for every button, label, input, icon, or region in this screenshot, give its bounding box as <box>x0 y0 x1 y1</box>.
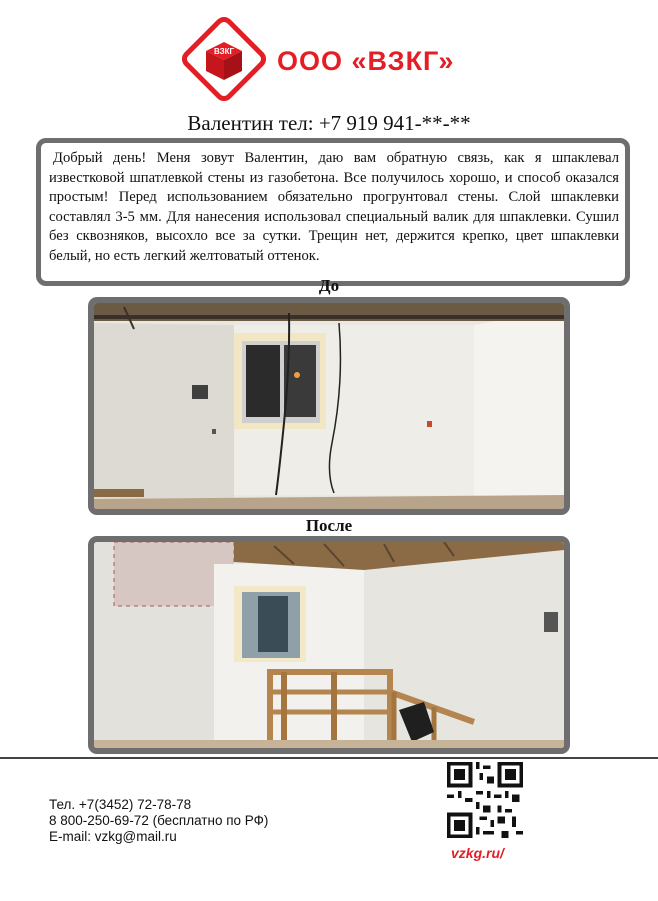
footer-email[interactable]: E-mail: vzkg@mail.ru <box>49 829 177 844</box>
contact-line: Валентин тел: +7 919 941-**-** <box>187 111 471 135</box>
after-photo <box>88 536 570 754</box>
footer-phone-2: 8 800-250-69-72 (бесплатно по РФ) <box>49 813 269 828</box>
footer-contacts <box>49 797 268 845</box>
company-logo <box>181 16 267 102</box>
qr-code-icon[interactable] <box>443 762 527 838</box>
website-link[interactable]: vzkg.ru/ <box>451 845 504 861</box>
review-text: Добрый день! Меня зовут Валентин, даю вам обратную связь, как я шпаклевал известковой шпатлевкой стены из газобетона. Все получилось хорошо, и способ оказался простым! Перед использованием обязательно прогрунтовал стены. Слой шпаклевки составлял 3-5 мм. Для нанесения использовал специальный валик для шпаклевки. Сушил без сквозняков, высохло все за сутки. Трещин нет, держится крепко, цвет шпаклевки белый, но есть легкий желтоватый оттенок. <box>49 150 619 264</box>
review-box <box>36 138 630 286</box>
logo-text: ВЗКГ <box>213 47 235 56</box>
brand-name: ООО «ВЗКГ» <box>277 46 455 76</box>
after-label: После <box>305 516 353 535</box>
footer-phone-1: Тел. +7(3452) 72-78-78 <box>49 797 192 812</box>
before-photo <box>88 297 570 515</box>
footer-divider <box>0 757 658 759</box>
before-label: До <box>318 276 340 295</box>
